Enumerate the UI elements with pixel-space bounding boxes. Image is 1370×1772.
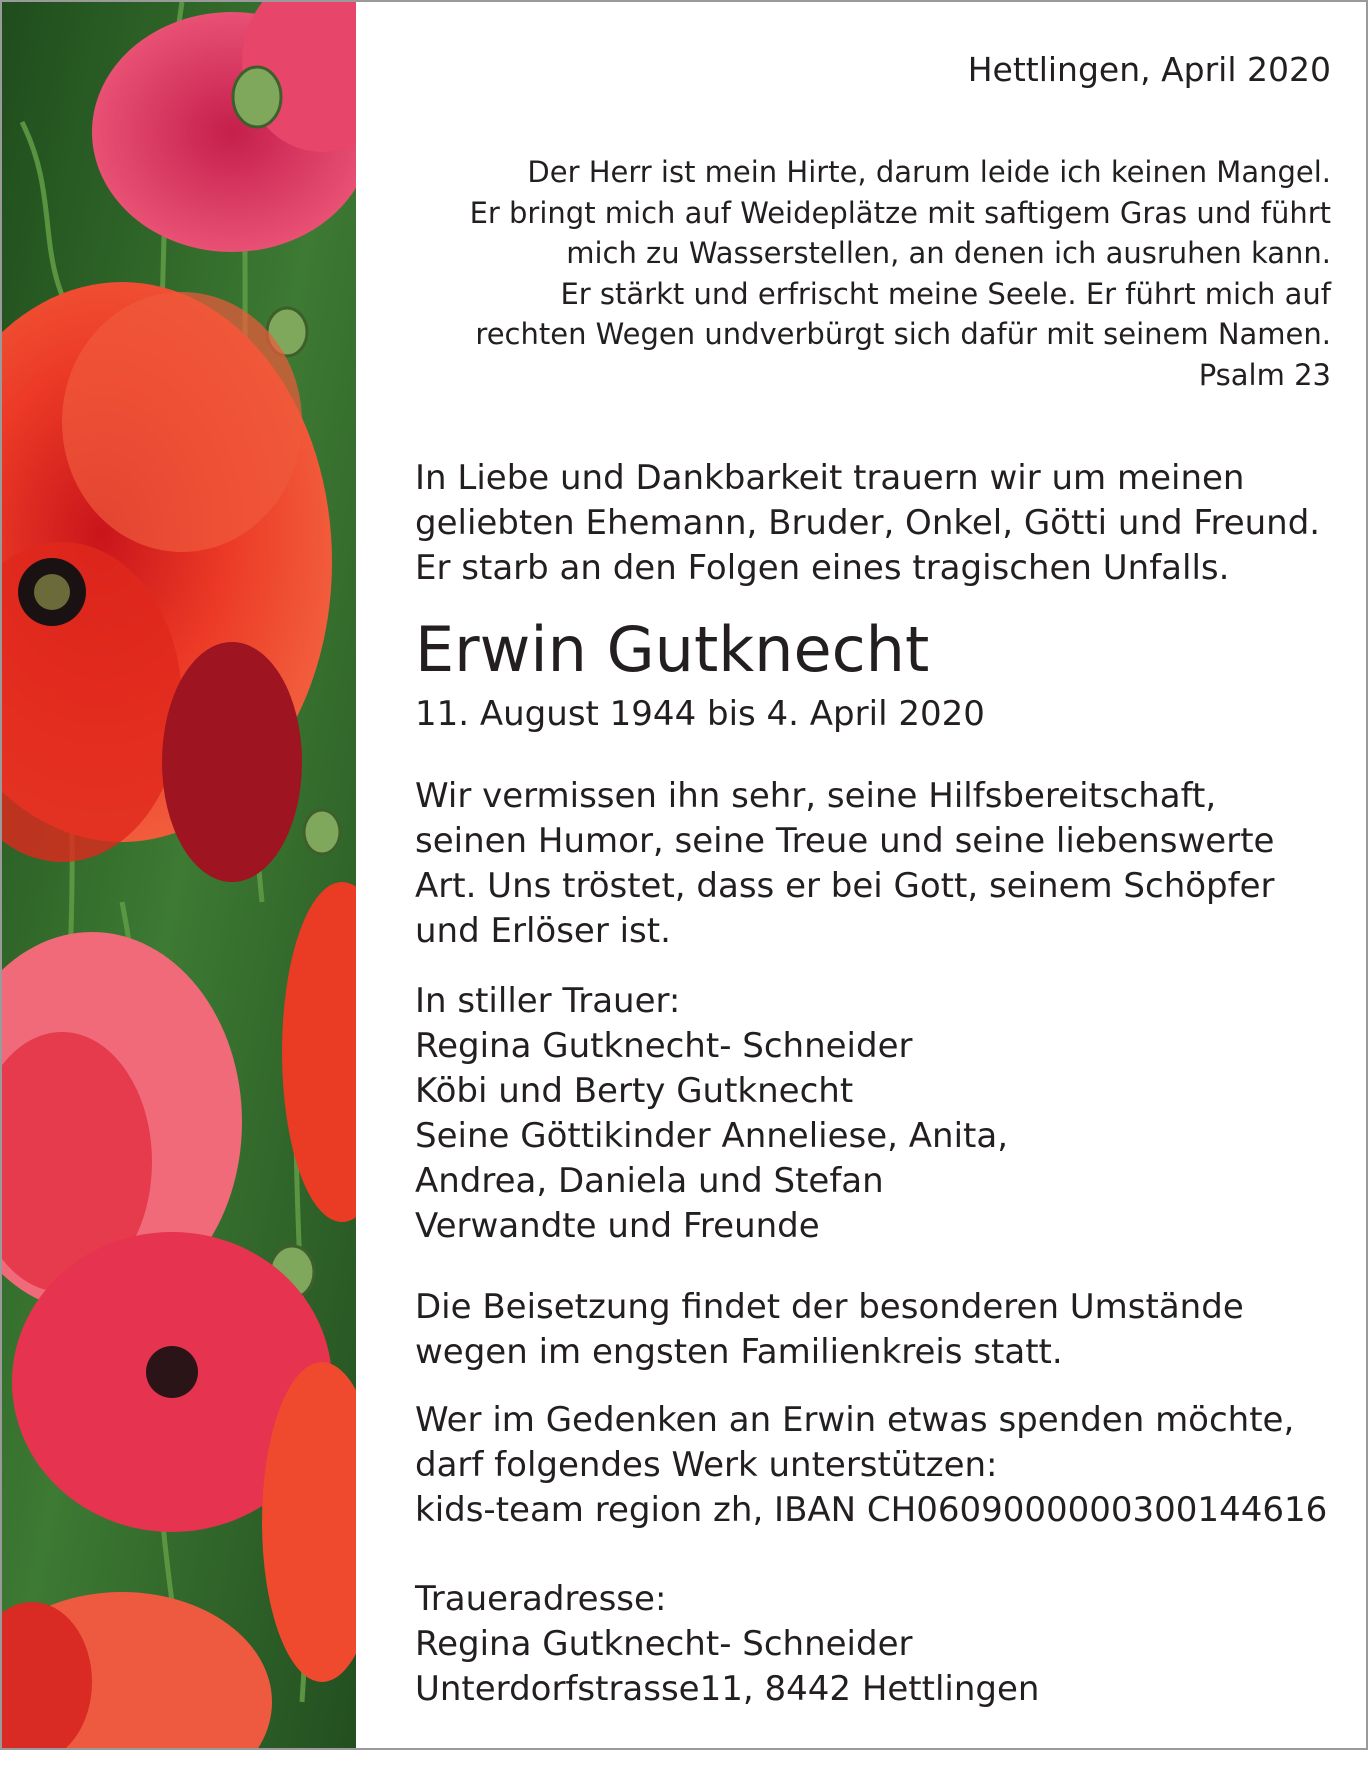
remembrance-paragraph	[415, 774, 1275, 954]
address-street: Unterdorfstrasse11, 8442 Hettlingen	[415, 1669, 1040, 1709]
intro-line: Er starb an den Folgen eines tragischen Unfalls.	[415, 548, 1230, 588]
poppy-photo	[2, 2, 356, 1748]
donation-iban: kids-team region zh, IBAN CH0609000000300144616	[415, 1490, 1328, 1530]
donation-notice	[415, 1398, 1327, 1533]
remembrance-line: und Erlöser ist.	[415, 911, 671, 951]
remembrance-line: Art. Uns tröstet, dass er bei Gott, seinem Schöpfer	[415, 866, 1275, 906]
mourners-heading: In stiller Trauer:	[415, 981, 681, 1021]
mourners-list	[415, 979, 1008, 1249]
address-heading: Traueradresse:	[415, 1579, 667, 1619]
burial-line: Die Beisetzung findet der besonderen Umstände	[415, 1287, 1244, 1327]
burial-line: wegen im engsten Familienkreis statt.	[415, 1332, 1063, 1372]
donation-line: Wer im Gedenken an Erwin etwas spenden möchte,	[415, 1400, 1295, 1440]
poppy-field-image	[2, 2, 356, 1748]
mourner-line: Seine Göttikinder Anneliese, Anita,	[415, 1116, 1009, 1156]
address-name: Regina Gutknecht- Schneider	[415, 1624, 913, 1664]
mourner-line: Andrea, Daniela und Stefan	[415, 1161, 884, 1201]
life-dates-text: 11. August 1944 bis 4. April 2020	[415, 694, 985, 734]
place-date: Hettlingen, April 2020	[967, 50, 1331, 89]
life-dates	[415, 692, 985, 737]
psalm-line: Er stärkt und erfrischt meine Seele. Er führt mich auf	[560, 276, 1331, 311]
mourning-address	[415, 1577, 1039, 1712]
donation-line: darf folgendes Werk unterstützen:	[415, 1445, 998, 1485]
mourner-line: Verwandte und Freunde	[415, 1206, 820, 1246]
remembrance-line: seinen Humor, seine Treue und seine liebenswerte	[415, 821, 1275, 861]
remembrance-line: Wir vermissen ihn sehr, seine Hilfsbereitschaft,	[415, 776, 1217, 816]
psalm-line: rechten Wegen undverbürgt sich dafür mit seinem Namen.	[475, 317, 1331, 351]
intro-paragraph	[415, 456, 1320, 591]
psalm-line: Er bringt mich auf Weideplätze mit saftigem Gras und führt	[469, 195, 1331, 230]
burial-notice	[415, 1285, 1244, 1375]
deceased-name: Erwin Gutknecht	[415, 613, 930, 686]
mourner-line: Regina Gutknecht- Schneider	[415, 1026, 913, 1066]
psalm-line: Der Herr ist mein Hirte, darum leide ich keinen Mangel.	[527, 155, 1331, 189]
mourner-line: Köbi und Berty Gutknecht	[415, 1071, 854, 1111]
psalm-line: mich zu Wasserstellen, an denen ich ausruhen kann.	[566, 236, 1331, 270]
intro-line: In Liebe und Dankbarkeit trauern wir um meinen	[415, 458, 1245, 498]
psalm-quote	[470, 152, 1331, 395]
intro-line: geliebten Ehemann, Bruder, Onkel, Götti und Freund.	[415, 503, 1321, 543]
psalm-reference: Psalm 23	[1198, 357, 1331, 392]
